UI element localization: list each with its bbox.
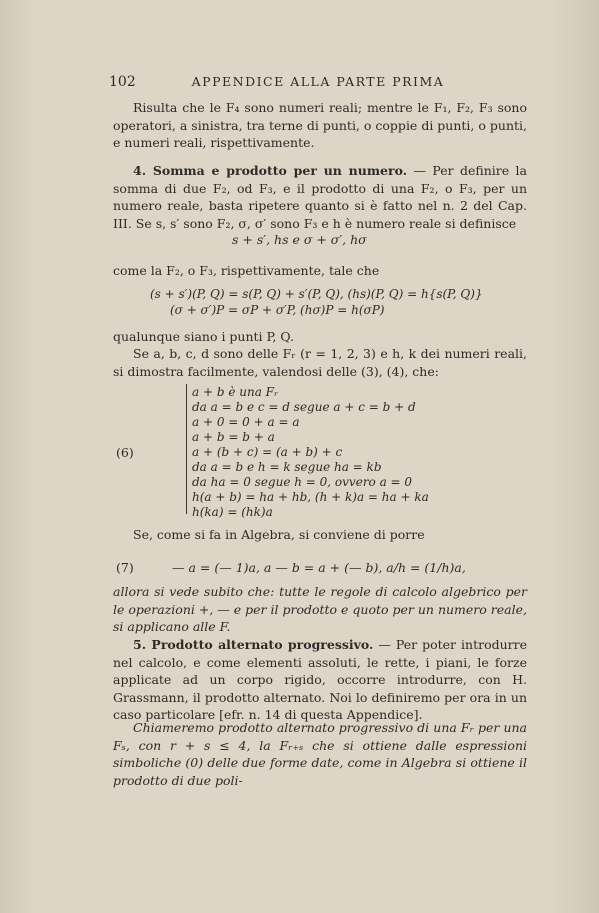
system-line: a + (b + c) = (a + b) + c bbox=[192, 445, 343, 459]
system-line: h(ka) = (hk)a bbox=[192, 505, 273, 519]
equation-7: — a = (— 1)a, a — b = a + (— b), a/h = (1/h)a, bbox=[172, 560, 466, 575]
system-brace bbox=[186, 384, 191, 514]
paragraph-qualunque: qualunque siano i punti P, Q. bbox=[113, 329, 294, 344]
equation-7-label: (7) bbox=[116, 560, 134, 575]
system-line: da a = b e h = k segue ha = kb bbox=[192, 460, 382, 474]
system-line: a + b è una Fᵣ bbox=[192, 385, 279, 399]
section-4-paragraph bbox=[113, 162, 527, 232]
paragraph-f4-real: Risulta che le F₄ sono numeri reali; mentre le F₁, F₂, F₃ sono operatori, a sinistra, tra terne di punti, o coppie di punti, o punti, e numeri reali, rispettivamente. bbox=[113, 100, 527, 150]
paragraph-regole bbox=[113, 583, 527, 636]
system-line: a + b = b + a bbox=[192, 430, 275, 444]
equation-sum-product-sigma: (σ + σ′)P = σP + σ′P, (hσ)P = h(σP) bbox=[170, 303, 385, 317]
section-5-paragraph bbox=[113, 636, 527, 724]
system-line: da a = b e c = d segue a + c = b + d bbox=[192, 400, 416, 414]
section-5-definition: Chiameremo prodotto alternato progressivo di una Fᵣ per una Fₛ, con r + s ≤ 4, la Fᵣ₊ₛ che si ottiene dalle espressioni simboliche (0) delle due forme date, come in Algebra si ottiene il prodotto di due poli- bbox=[113, 720, 527, 788]
page-header bbox=[109, 74, 503, 89]
section-5-text: — Per poter introdurre nel calcolo, e come elementi assoluti, le rette, i piani, le forze applicate ad un corpo rigido, occorre introdurre, con H. Grassmann, il prodotto alternato. Noi lo definiremo per ora in un caso particolare [efr. n. 14 di questa Appendice]. bbox=[113, 637, 527, 722]
system-line: a + 0 = 0 + a = a bbox=[192, 415, 300, 429]
paragraph-regole-text: allora si vede subito che: tutte le regole di calcolo algebrico per le operazioni +, — e per il prodotto e quoto per un numero reale, si applicano alle F. bbox=[113, 584, 527, 634]
running-title: APPENDICE ALLA PARTE PRIMA bbox=[191, 74, 445, 89]
paragraph-algebra: Se, come si fa in Algebra, si conviene di porre bbox=[133, 527, 425, 542]
system-label: (6) bbox=[116, 445, 134, 460]
section-4-heading: 4. Somma e prodotto per un numero. bbox=[133, 163, 408, 178]
section-4-text: — Per definire la somma di due F₂, od F₃, e il prodotto di una F₂, o F₃, per un numero reale, basta ripetere quanto si è fatto nel n. 2 del Cap. III. Se s, s′ sono F₂, σ, σ′ sono F₃ e h è numero reale si definisce bbox=[113, 163, 527, 231]
equation-sum-product-s: (s + s′)(P, Q) = s(P, Q) + s′(P, Q), (hs)(P, Q) = h{s(P, Q)} bbox=[150, 287, 483, 301]
system-line: da ha = 0 segue h = 0, ovvero a = 0 bbox=[192, 475, 413, 489]
page-number: 102 bbox=[109, 74, 136, 90]
paragraph-come-la: come la F₂, o F₃, rispettivamente, tale che bbox=[113, 263, 380, 278]
paragraph-se-abcd: Se a, b, c, d sono delle Fᵣ (r = 1, 2, 3) e h, k dei numeri reali, si dimostra facilmente, valendosi delle (3), (4), che: bbox=[113, 346, 527, 379]
system-line: h(a + b) = ha + hb, (h + k)a = ha + ka bbox=[192, 490, 429, 504]
definition-equation: s + s′, hs e σ + σ′, hσ bbox=[232, 232, 367, 247]
section-5-heading: 5. Prodotto alternato progressivo. bbox=[133, 637, 374, 652]
